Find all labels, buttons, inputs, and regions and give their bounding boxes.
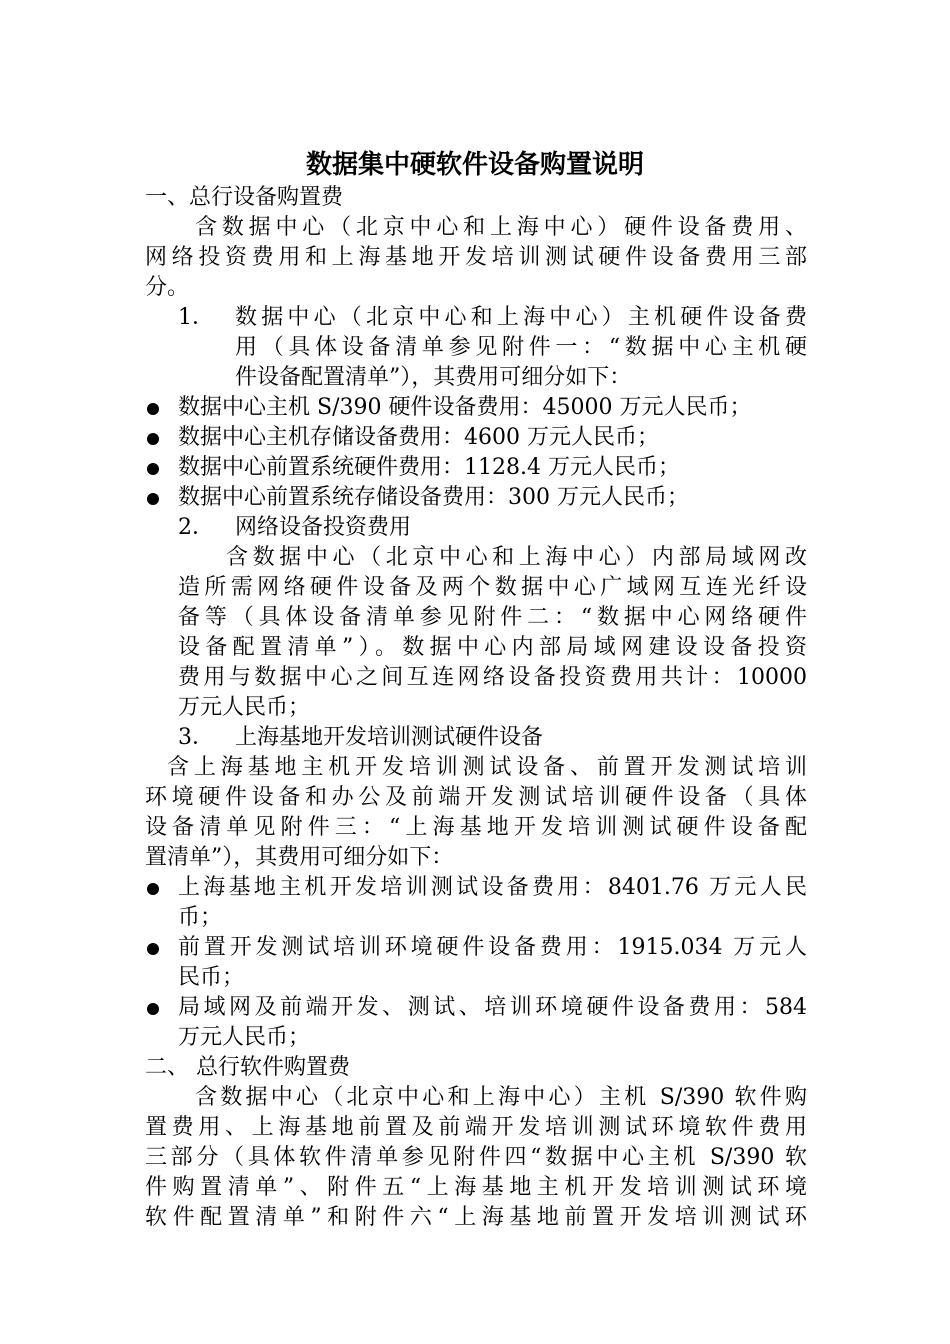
text-line: 置清单”），其费用可细分如下：: [145, 845, 454, 870]
bullet-item: [145, 993, 807, 1053]
text-line: 设备配置清单”）。数据中心内部局域网建设设备投资: [178, 635, 807, 660]
item-number: 2．: [178, 515, 214, 540]
text-line: 环境硬件设备和办公及前端开发测试培训硬件设备（具体: [145, 785, 807, 810]
text-line: 含数据中心（北京中心和上海中心）硬件设备费用、: [195, 215, 807, 240]
text-line: [145, 873, 807, 903]
numbered-item-2: [145, 513, 807, 723]
bullet-text: 局域网及前端开发、测试、培训环境硬件设备费用：584: [178, 995, 807, 1020]
item-text: 数据中心（北京中心和上海中心）主机硬件设备费: [235, 305, 807, 330]
bullet-icon: [147, 433, 159, 445]
numbered-item-3: [145, 723, 807, 873]
text-line: [145, 303, 807, 333]
section-2-heading: 二、 总行软件购置费: [145, 1055, 350, 1080]
text-line: 用（具体设备清单参见附件一：“数据中心主机硬: [235, 335, 807, 360]
bullet-icon: [147, 463, 159, 475]
text-line: [145, 993, 807, 1023]
text-line: [145, 513, 807, 543]
bullet-item: [145, 873, 807, 933]
text-line: 置费用、上海基地前置及前端开发培训测试环境软件费用: [145, 1115, 807, 1140]
bullet-item: [145, 423, 807, 453]
text-line: [145, 723, 807, 753]
text-line: 三部分（具体软件清单参见附件四“数据中心主机 S/390 软: [145, 1145, 807, 1170]
text-line: 软件配置清单”和附件六“上海基地前置开发培训测试环: [145, 1205, 807, 1230]
item-number: 3．: [178, 725, 214, 750]
text-line: 备等（具体设备清单参见附件二：“数据中心网络硬件: [178, 605, 807, 630]
item-3-paragraph: [145, 753, 807, 873]
bullet-icon: [147, 403, 159, 415]
item-2-paragraph: [145, 543, 807, 723]
bullet-item: [145, 933, 807, 993]
bullet-icon: [147, 1003, 159, 1015]
bullet-text: 数据中心前置系统存储设备费用：300 万元人民币；: [178, 485, 689, 510]
text-line: 件设备配置清单”），其费用可细分如下：: [235, 365, 632, 390]
text-line: 民币；: [178, 965, 245, 990]
text-line: 件购置清单”、附件五“上海基地主机开发培训测试环境: [145, 1175, 807, 1200]
bullet-text: 前置开发测试培训环境硬件设备费用：1915.034 万元人: [178, 935, 807, 960]
item-heading: 网络设备投资费用: [235, 515, 412, 540]
bullet-list-1: [145, 393, 807, 513]
text-line: 含数据中心（北京中心和上海中心）内部局域网改: [226, 545, 807, 570]
text-line: 含数据中心（北京中心和上海中心）主机 S/390 软件购: [195, 1085, 807, 1110]
item-number: 1．: [178, 305, 214, 330]
bullet-icon: [147, 943, 159, 955]
text-line: 网络投资费用和上海基地开发培训测试硬件设备费用三部: [145, 245, 807, 270]
bullet-text: 上海基地主机开发培训测试设备费用：8401.76 万元人民: [178, 875, 807, 900]
document-title: 数据集中硬软件设备购置说明: [305, 150, 644, 180]
bullet-icon: [147, 883, 159, 895]
bullet-icon: [147, 493, 159, 505]
bullet-item: [145, 483, 807, 513]
bullet-list-3: [145, 873, 807, 1053]
document-body: [145, 183, 807, 1233]
text-line: 设备清单见附件三：“上海基地开发培训测试硬件设备配: [145, 815, 807, 840]
section-2-paragraph: [145, 1083, 807, 1233]
text-line: 万元人民币；: [178, 1025, 311, 1050]
bullet-text: 数据中心主机存储设备费用：4600 万元人民币；: [178, 425, 659, 450]
text-line: 含上海基地主机开发培训测试设备、前置开发测试培训: [167, 755, 807, 780]
text-line: 费用与数据中心之间互连网络设备投资费用共计：10000: [178, 665, 807, 690]
section-1-heading: 一、总行设备购置费: [145, 185, 344, 210]
bullet-item: [145, 453, 807, 483]
text-line: 造所需网络硬件设备及两个数据中心广域网互连光纤设: [178, 575, 807, 600]
section-1-intro: [145, 213, 807, 303]
bullet-text: 数据中心前置系统硬件费用：1128.4 万元人民币；: [178, 455, 680, 480]
text-line: [145, 933, 807, 963]
text-line: 分。: [145, 275, 190, 300]
item-heading: 上海基地开发培训测试硬件设备: [235, 725, 544, 750]
text-line: 币；: [178, 905, 223, 930]
bullet-item: [145, 393, 807, 423]
bullet-text: 数据中心主机 S/390 硬件设备费用：45000 万元人民币；: [178, 395, 752, 420]
numbered-item-1: [145, 303, 807, 393]
text-line: 万元人民币；: [178, 695, 311, 720]
